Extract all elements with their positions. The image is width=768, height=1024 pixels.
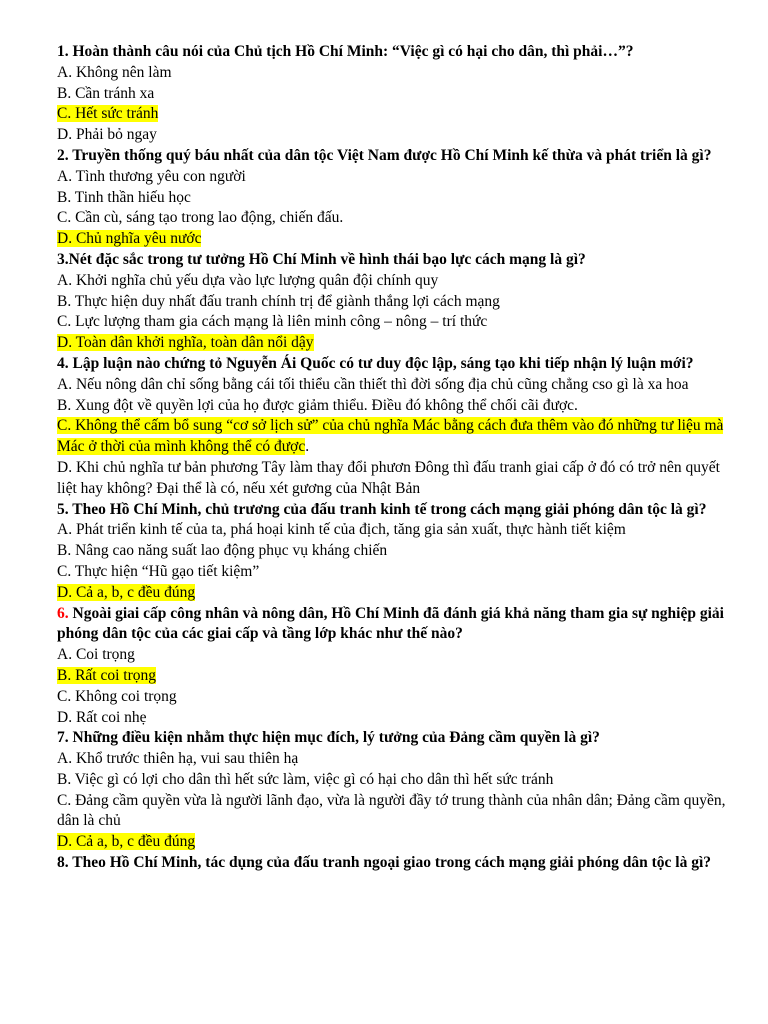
option-b: B. Việc gì có lợi cho dân thì hết sức làm, việc gì có hại cho dân thì hết sức tránh (57, 770, 554, 788)
option-d (57, 229, 737, 250)
question-8 (57, 853, 737, 874)
option-a: A. Phát triển kinh tế của ta, phá hoại kinh tế của địch, tăng gia sản xuất, thực hành tiết kiệm (57, 521, 626, 539)
question-number: 8. (57, 854, 69, 872)
option-b (57, 666, 737, 687)
option-d: D. Rất coi nhẹ (57, 708, 147, 726)
question-text: Theo Hồ Chí Minh, chủ trương của đấu tranh kinh tế trong cách mạng giải phóng dân tộc là gì? (72, 500, 707, 518)
question-text: Truyền thống quý báu nhất của dân tộc Việt Nam được Hồ Chí Minh kế thừa và phát triển là gì? (72, 146, 712, 164)
document-page (57, 42, 737, 874)
question-3 (57, 250, 737, 271)
option-a: A. Coi trọng (57, 646, 135, 664)
option-b: B. Thực hiện duy nhất đấu tranh chính trị để giành thắng lợi cách mạng (57, 292, 500, 310)
option-c: C. Đảng cầm quyền vừa là người lãnh đạo, vừa là người đầy tớ trung thành của nhân dân; Đảng cầm quyền, dân là chủ (57, 791, 726, 830)
question-number: 1. (57, 43, 69, 60)
question-text: Ngoài giai cấp công nhân và nông dân, Hồ Chí Minh đã đánh giá khả năng tham gia sự nghiệp giải phóng dân tộc của các giai cấp và tầng lớp khác như thế nào? (57, 604, 724, 643)
option-d (57, 583, 737, 604)
question-number: 3. (57, 250, 69, 268)
option-b: B. Xung đột về quyền lợi của họ được giảm thiểu. Điều đó không thể chối cãi được. (57, 396, 578, 414)
question-text: Lập luận nào chứng tỏ Nguyễn Ái Quốc có tư duy độc lập, sáng tạo khi tiếp nhận lý luận mới? (72, 354, 694, 372)
highlighted-answer: C. Không thể cấm bổ sung “cơ sở lịch sử” của chủ nghĩa Mác bằng cách đưa thêm vào đó những tư liệu mà Mác ở thời của mình không thể có được (57, 417, 724, 456)
question-number: 7. (57, 729, 69, 747)
option-d: D. Khi chủ nghĩa tư bản phương Tây làm thay đổi phươn Đông thì đấu tranh giai cấp ở đó có trở nên quyết liệt hay không? Đại thể là có, nếu xét gương của Nhật Bản (57, 458, 720, 497)
question-text: Theo Hồ Chí Minh, tác dụng của đấu tranh ngoại giao trong cách mạng giải phóng dân tộc là gì? (72, 854, 711, 872)
option-c: C. Thực hiện “Hũ gạo tiết kiệm” (57, 562, 260, 580)
question-number: 4. (57, 354, 69, 372)
highlighted-answer: D. Cả a, b, c đều đúng (57, 583, 196, 601)
question-5 (57, 500, 737, 521)
question-text: Nét đặc sắc trong tư tưởng Hồ Chí Minh về hình thái bạo lực cách mạng là gì? (68, 250, 586, 268)
option-c: C. Cần cù, sáng tạo trong lao động, chiến đấu. (57, 209, 344, 227)
question-number: 5. (57, 500, 69, 518)
option-a: A. Không nên làm (57, 63, 172, 81)
option-a: A. Khổ trước thiên hạ, vui sau thiên hạ (57, 750, 299, 768)
question-6 (57, 604, 737, 646)
option-b: B. Tinh thần hiếu học (57, 188, 191, 206)
highlighted-answer: C. Hết sức tránh (57, 105, 159, 123)
option-d (57, 832, 737, 853)
highlighted-answer: D. Chủ nghĩa yêu nước (57, 230, 202, 248)
question-text: Những điều kiện nhằm thực hiện mục đích, lý tưởng của Đảng cầm quyền là gì? (72, 729, 600, 747)
highlighted-answer: D. Cả a, b, c đều đúng (57, 833, 196, 851)
option-c (57, 104, 737, 125)
question-number: 6. (57, 604, 69, 622)
option-b: B. Cần tránh xa (57, 84, 155, 102)
option-d: D. Phải bỏ ngay (57, 126, 157, 144)
highlighted-answer: B. Rất coi trọng (57, 666, 157, 684)
question-2 (57, 146, 737, 167)
question-7 (57, 728, 737, 749)
option-a: A. Tình thương yêu con người (57, 167, 246, 185)
question-text: Hoàn thành câu nói của Chủ tịch Hồ Chí Minh: “Việc gì có hại cho dân, thì phải…”? (72, 43, 634, 60)
highlighted-answer: D. Toàn dân khởi nghĩa, toàn dân nổi dậy (57, 334, 314, 352)
option-d (57, 333, 737, 354)
option-a: A. Nếu nông dân chỉ sống bằng cái tối thiểu cần thiết thì đời sống địa chủ cũng chẳng cso gì là xa hoa (57, 375, 689, 393)
question-4 (57, 354, 737, 375)
option-b: B. Nâng cao năng suất lao động phục vụ kháng chiến (57, 542, 388, 560)
option-c: C. Không thể cấm bổ sung “cơ sở lịch sử” của chủ nghĩa Mác bằng cách đưa thêm vào đó những tư liệu mà Mác ở thời của mình không thể có được. (57, 417, 724, 456)
option-c: C. Không coi trọng (57, 687, 177, 705)
question-1 (57, 42, 737, 63)
option-a: A. Khởi nghĩa chủ yếu dựa vào lực lượng quân đội chính quy (57, 271, 439, 289)
question-number: 2. (57, 146, 69, 164)
option-c: C. Lực lượng tham gia cách mạng là liên minh công – nông – trí thức (57, 313, 488, 331)
